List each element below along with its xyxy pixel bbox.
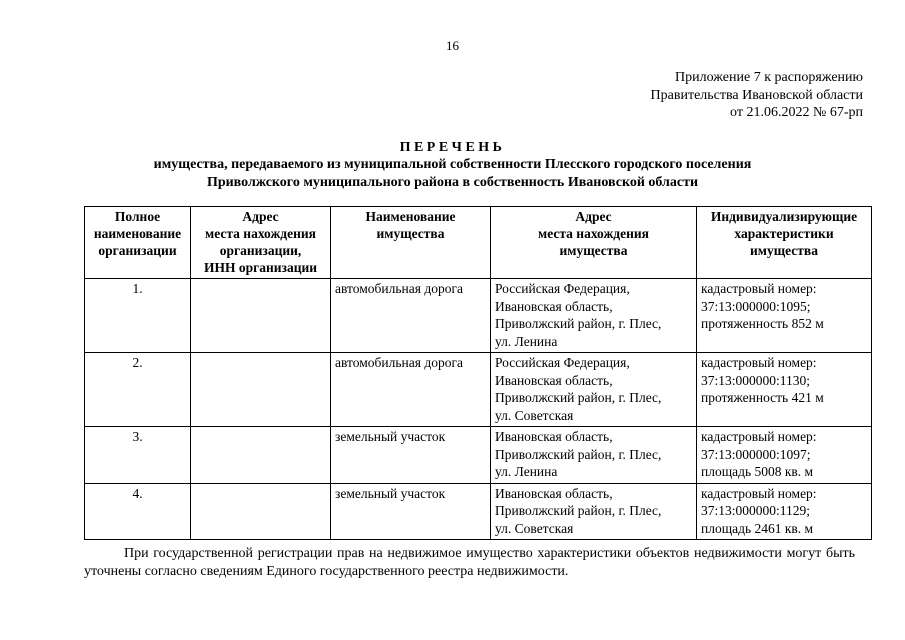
header-org-address: Адрес места нахождения организации, ИНН организации [191,207,331,279]
table-row [85,279,872,353]
page-number: 16 [446,38,459,53]
property-address-cell: Российская Федерация, Ивановская область, Приволжский район, г. Плес, ул. Ленина [491,279,697,353]
property-address-cell: Российская Федерация, Ивановская область, Приволжский район, г. Плес, ул. Советская [491,353,697,427]
table-row [85,427,872,484]
title-block [0,139,905,192]
characteristics-cell: кадастровый номер: 37:13:000000:1097; площадь 5008 кв. м [697,427,872,484]
property-name-cell: автомобильная дорога [331,279,491,353]
registration-note: При государственной регистрации прав на недвижимое имущество характеристики объектов недвижимости могут быть уточнены согласно сведениям Единого государственного реестра недвижимости. [84,546,855,579]
appendix-line-3: от 21.06.2022 № 67-рп [730,105,863,120]
row-number: 1. [85,279,191,353]
property-address-cell: Ивановская область, Приволжский район, г. Плес, ул. Ленина [491,427,697,484]
property-name-cell: автомобильная дорога [331,353,491,427]
property-address-cell: Ивановская область, Приволжский район, г. Плес, ул. Советская [491,483,697,540]
org-address-cell [191,483,331,540]
org-address-cell [191,353,331,427]
appendix-reference [651,69,863,122]
document-subtitle-line-1: имущества, передаваемого из муниципальной собственности Плесского городского поселения [153,157,752,172]
table-row [85,483,872,540]
header-characteristics: Индивидуализирующие характеристики имущества [697,207,872,279]
header-org-name: Полное наименование организации [85,207,191,279]
header-property-address: Адрес места нахождения имущества [491,207,697,279]
characteristics-cell: кадастровый номер: 37:13:000000:1095; протяженность 852 м [697,279,872,353]
row-number: 3. [85,427,191,484]
row-number: 4. [85,483,191,540]
row-number: 2. [85,353,191,427]
characteristics-cell: кадастровый номер: 37:13:000000:1129; площадь 2461 кв. м [697,483,872,540]
appendix-line-2: Правительства Ивановской области [650,87,863,103]
characteristics-cell: кадастровый номер: 37:13:000000:1130; протяженность 421 м [697,353,872,427]
appendix-line-1: Приложение 7 к распоряжению [675,70,863,85]
table-header-row [85,207,872,279]
property-name-cell: земельный участок [331,483,491,540]
property-name-cell: земельный участок [331,427,491,484]
property-table [84,206,872,540]
table-row [85,353,872,427]
document-title: ПЕРЕЧЕНЬ [399,140,506,155]
org-address-cell [191,427,331,484]
header-property-name: Наименование имущества [331,207,491,279]
org-address-cell [191,279,331,353]
document-subtitle-line-2: Приволжского муниципального района в собственность Ивановской области [206,175,699,190]
